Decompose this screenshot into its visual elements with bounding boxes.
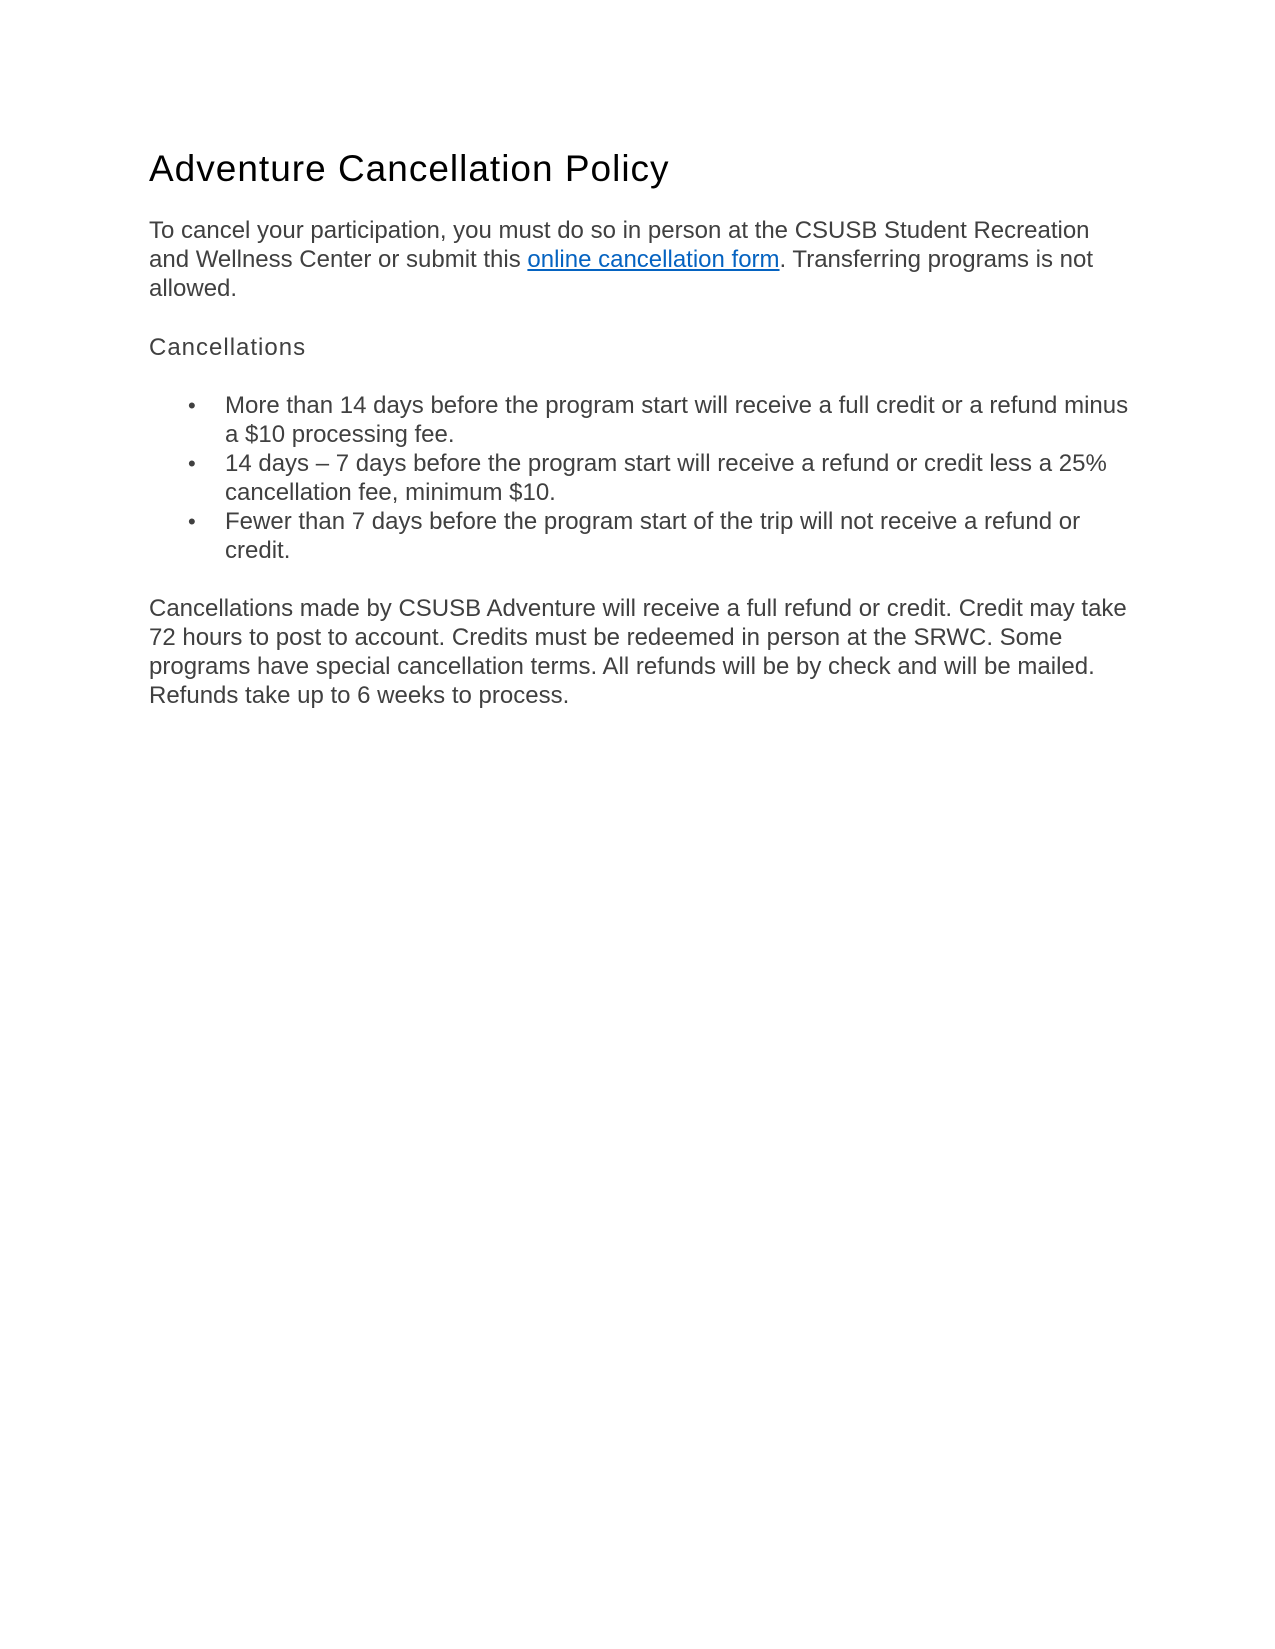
section-heading-cancellations: Cancellations <box>149 334 307 361</box>
bullet-icon: • <box>188 451 196 476</box>
document-page <box>149 140 1134 710</box>
intro-text-after-link: . Transferring programs is not allowed. <box>149 246 1093 302</box>
closing-paragraph: Cancellations made by CSUSB Adventure will receive a full refund or credit. Credit may take 72 hours to post to account. Credits must be redeemed in person at the SRWC. Some programs have special cancellation terms. All refunds will be by check and will be mailed. Refunds take up to 6 weeks to process. <box>149 595 1127 709</box>
list-item-text: 14 days – 7 days before the program start will receive a refund or credit less a 25% cancellation fee, minimum $10. <box>225 450 1107 506</box>
cancellation-terms-list <box>149 391 1134 565</box>
intro-paragraph <box>149 216 1134 303</box>
page-title: Adventure Cancellation Policy <box>149 148 670 189</box>
list-item-text: Fewer than 7 days before the program start of the trip will not receive a refund or credit. <box>225 508 1081 564</box>
list-item <box>149 391 1134 449</box>
cancellation-form-link[interactable]: online cancellation form <box>527 246 780 273</box>
list-item <box>149 449 1134 507</box>
intro-text-before-link: To cancel your participation, you must do so in person at the CSUSB Student Recreation and Wellness Center or submit this <box>149 217 1090 273</box>
bullet-icon: • <box>188 509 196 534</box>
list-item-text: More than 14 days before the program start will receive a full credit or a refund minus a $10 processing fee. <box>225 392 1129 448</box>
bullet-icon: • <box>188 393 196 418</box>
list-item <box>149 507 1134 565</box>
